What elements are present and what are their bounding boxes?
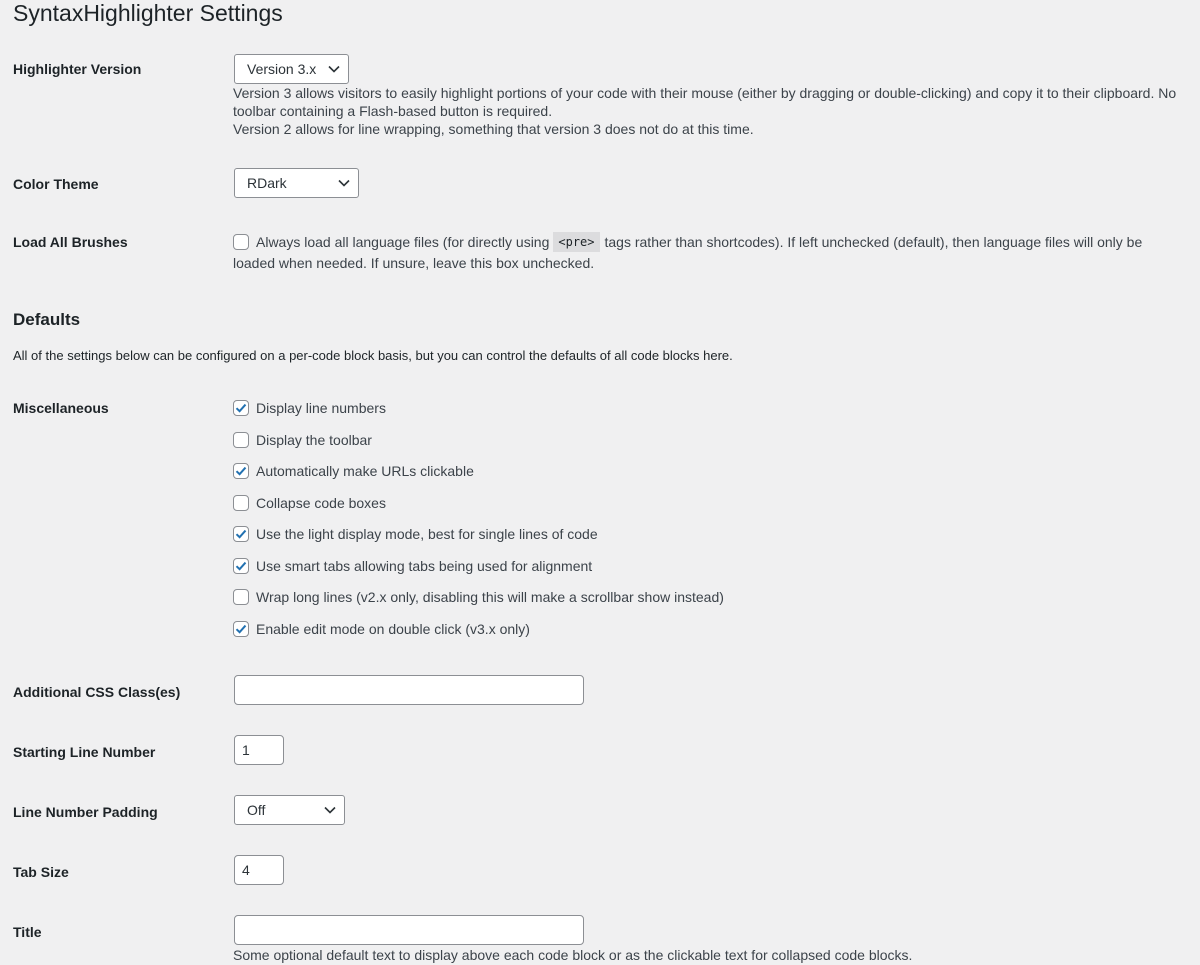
edit-mode-checkbox[interactable] [233,621,249,637]
tab-size-input[interactable] [234,855,284,885]
tab-size-label: Tab Size [13,864,69,880]
load-all-brushes-checkbox[interactable] [233,234,249,250]
toolbar-checkbox[interactable] [233,432,249,448]
load-all-brushes-label: Load All Brushes [13,234,128,250]
highlighter-version-value: Version 3.x [247,61,317,77]
color-theme-label: Color Theme [13,176,99,192]
load-all-brushes-text-after: tags rather than shortcodes). If left unchecked (default), then language files will only be [604,234,1143,250]
miscellaneous-label: Miscellaneous [13,400,109,416]
checkmark-icon [234,527,248,541]
misc-option-edit-mode [233,619,530,639]
page-title: SyntaxHighlighter Settings [13,0,283,26]
color-theme-select[interactable] [234,168,359,198]
chevron-down-icon [320,55,348,83]
highlighter-version-select[interactable] [234,54,349,84]
line-padding-select[interactable] [234,795,345,825]
edit-mode-text: Enable edit mode on double click (v3.x only) [256,621,530,637]
starting-line-label: Starting Line Number [13,744,156,760]
auto-links-checkbox[interactable] [233,463,249,479]
misc-option-smart-tabs [233,556,592,576]
defaults-section-description: All of the settings below can be configured on a per-code block basis, but you can control the defaults of all code blocks here. [13,348,733,363]
defaults-section-title: Defaults [13,310,81,329]
light-mode-checkbox[interactable] [233,526,249,542]
wrap-lines-checkbox[interactable] [233,589,249,605]
title-input[interactable] [234,915,584,945]
misc-option-light-mode [233,524,598,544]
auto-links-text: Automatically make URLs clickable [256,463,474,479]
starting-line-input[interactable] [234,735,284,765]
color-theme-value: RDark [247,175,287,191]
load-all-brushes-text-line2: loaded when needed. If unsure, leave this box unchecked. [233,255,595,271]
chevron-down-icon [316,796,344,824]
load-all-brushes-text-before: Always load all language files (for directly using [256,234,550,250]
wrap-lines-text: Wrap long lines (v2.x only, disabling this will make a scrollbar show instead) [256,589,724,605]
load-all-brushes-option [233,232,1142,252]
checkmark-icon [234,622,248,636]
line-padding-label: Line Number Padding [13,804,158,820]
checkmark-icon [234,559,248,573]
highlighter-version-desc-1: Version 3 allows visitors to easily highlight portions of your code with their mouse (either by dragging or double-clicking) and copy it to their clipboard. No [233,85,1177,101]
chevron-down-icon [330,169,358,197]
checkmark-icon [234,464,248,478]
collapse-checkbox[interactable] [233,495,249,511]
highlighter-version-desc-2: toolbar containing a Flash-based button is required. [233,103,553,119]
misc-option-wrap-lines [233,587,724,607]
light-mode-text: Use the light display mode, best for single lines of code [256,526,598,542]
title-label: Title [13,924,42,940]
checkmark-icon [234,401,248,415]
misc-option-auto-links [233,461,474,481]
highlighter-version-label: Highlighter Version [13,61,142,77]
misc-option-collapse [233,493,386,513]
highlighter-version-desc-3: Version 2 allows for line wrapping, something that version 3 does not do at this time. [233,121,754,137]
title-description: Some optional default text to display above each code block or as the clickable text for collapsed code blocks. [233,947,913,963]
line-numbers-text: Display line numbers [256,400,386,416]
line-numbers-checkbox[interactable] [233,400,249,416]
collapse-text: Collapse code boxes [256,495,386,511]
misc-option-toolbar [233,430,372,450]
smart-tabs-text: Use smart tabs allowing tabs being used for alignment [256,558,593,574]
pre-tag-code: <pre> [553,232,599,252]
misc-option-line-numbers [233,398,386,418]
css-class-input[interactable] [234,675,584,705]
smart-tabs-checkbox[interactable] [233,558,249,574]
css-class-label: Additional CSS Class(es) [13,684,181,700]
line-padding-value: Off [247,802,266,818]
toolbar-text: Display the toolbar [256,432,372,448]
